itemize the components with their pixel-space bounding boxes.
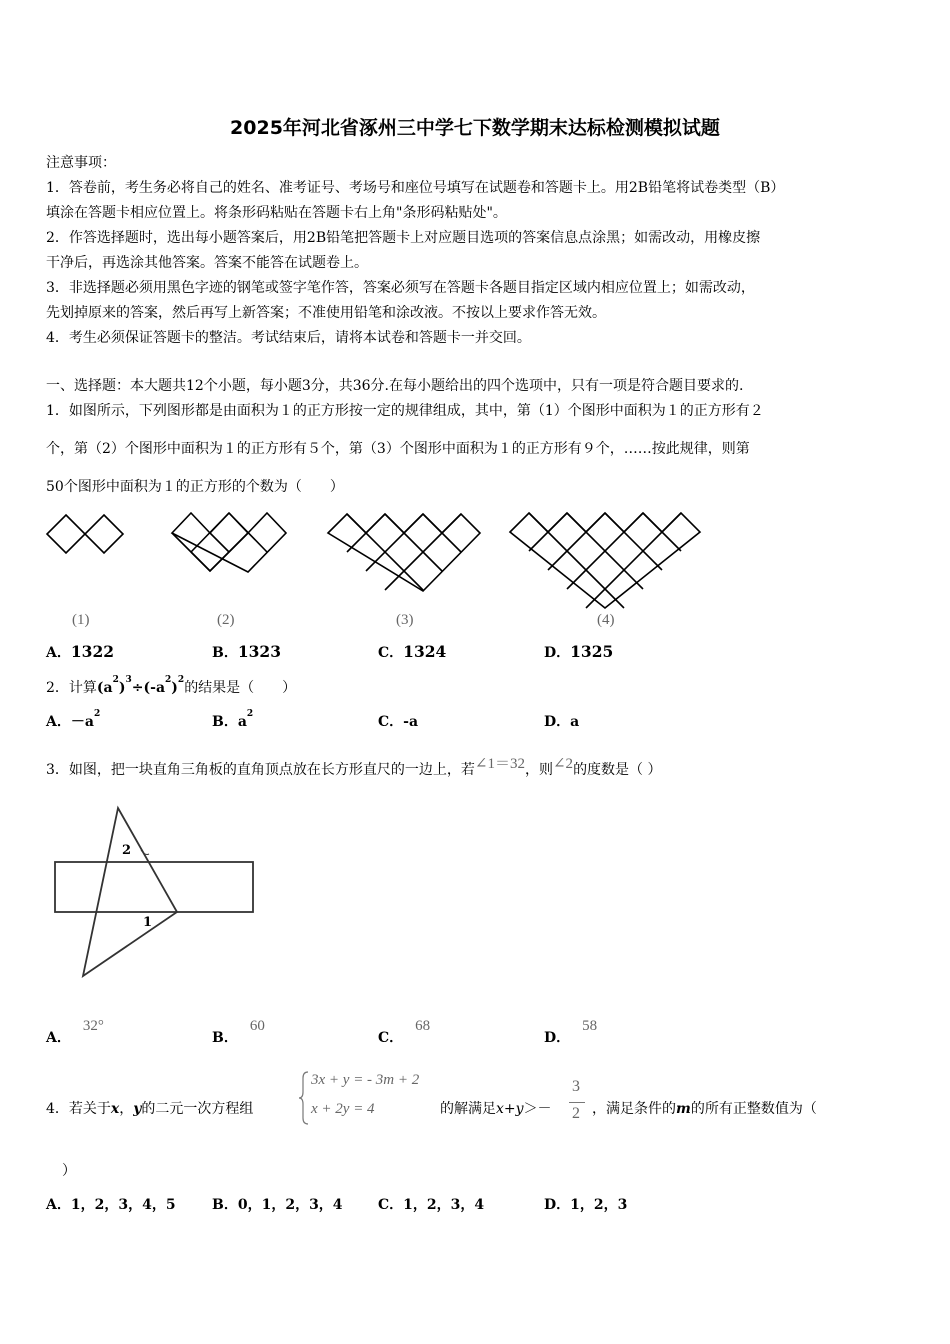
q2-text: 2．计算$(a^2)^3\div(-a^2)^2$的结果是（ ） <box>46 675 297 696</box>
notice-line: 填涂在答题卡相应位置上。将条形码粘贴在答题卡右上角"条形码粘贴处"。 <box>46 205 507 221</box>
angle-label: 2 <box>122 843 132 858</box>
q4-text-tail: ，满足条件的m的所有正整数值为（ <box>592 1101 817 1117</box>
q1-text: 1．如图所示，下列图形都是由面积为１的正方形按一定的规律组成，其中，第（1）个图形中面积为１的正方形有２ <box>46 403 764 419</box>
q1-option-d[interactable]: D．1325 <box>544 642 614 661</box>
notice-heading: 注意事项： <box>46 155 116 171</box>
q2-option-a[interactable]: A．$-a^2$ <box>46 709 101 730</box>
q4-system-brace <box>298 1070 310 1126</box>
figure-label: (3) <box>396 612 414 628</box>
q1-text: 50个图形中面积为１的正方形的个数为（ ） <box>46 479 344 495</box>
figure-label: (1) <box>72 612 90 628</box>
q1-option-a[interactable]: A．1322 <box>46 642 115 661</box>
section-heading: 一、选择题：本大题共12个小题，每小题3分，共36分.在每小题给出的四个选项中，只有一项是符合题目要求的. <box>46 378 744 394</box>
q4-option-d[interactable]: D．1，2，3 <box>544 1197 628 1213</box>
q1-option-c[interactable]: C．1324 <box>378 642 447 661</box>
q4-condition: 的解满足x+y＞－ <box>440 1101 552 1117</box>
q4-equation-1: 3x + y = - 3m + 2 <box>311 1072 420 1088</box>
q3-option-a[interactable]: A．32° <box>46 1018 104 1046</box>
notice-line: 干净后，再选涂其他答案。答案不能答在试题卷上。 <box>46 255 368 271</box>
q1-text: 个，第（2）个图形中面积为１的正方形有５个，第（3）个图形中面积为１的正方形有９个，……按此规律，则第 <box>46 441 750 457</box>
q3-option-c[interactable]: C．68 <box>378 1018 431 1046</box>
q4-equation-2: x + 2y = 4 <box>311 1101 375 1117</box>
notice-line: 4．考生必须保证答题卡的整洁。考试结束后，请将本试卷和答题卡一并交回。 <box>46 330 531 346</box>
page-title: 2025年河北省涿州三中学七下数学期末达标检测模拟试题 <box>230 117 720 139</box>
notice-line: 1．答卷前，考生务必将自己的姓名、准考证号、考场号和座位号填写在试题卷和答题卡上。用2B铅笔将试卷类型（B） <box>46 180 785 196</box>
q4-close-paren: ） <box>62 1163 76 1179</box>
q4-fraction-bar <box>569 1102 585 1103</box>
q3-text: 3．如图，把一块直角三角板的直角顶点放在长方形直尺的一边上，若∠1＝32，则∠2的度数是（ ） <box>46 756 662 778</box>
figure-label: (2) <box>217 612 235 628</box>
notice-line: 先划掉原来的答案，然后再写上新答案；不准使用铅笔和涂改液。不按以上要求作答无效。 <box>46 305 606 321</box>
q2-option-c[interactable]: C．-a <box>378 714 419 730</box>
q2-option-d[interactable]: D．a <box>544 714 580 730</box>
q4-option-c[interactable]: C．1，2，3，4 <box>378 1197 485 1213</box>
q4-fraction-denominator: 2 <box>572 1105 580 1122</box>
q2-option-b[interactable]: B．$a^2$ <box>212 709 254 730</box>
angle-label: 1 <box>143 915 153 930</box>
q1-figures <box>40 505 720 615</box>
q1-option-b[interactable]: B．1323 <box>212 642 281 661</box>
q3-figure <box>45 800 275 985</box>
notice-line: 3．非选择题必须用黑色字迹的钢笔或签字笔作答，答案必须写在答题卡各题目指定区域内相应位置上；如需改动， <box>46 280 755 296</box>
notice-line: 2．作答选择题时，选出每小题答案后，用2B铅笔把答题卡上对应题目选项的答案信息点涂黑；如需改动，用橡皮擦 <box>46 230 761 246</box>
figure-label: (4) <box>597 612 615 628</box>
q4-option-b[interactable]: B．0，1，2，3，4 <box>212 1197 343 1213</box>
q4-fraction-numerator: 3 <box>572 1078 580 1095</box>
q3-option-d[interactable]: D．58 <box>544 1018 598 1046</box>
q4-option-a[interactable]: A．1，2，3，4，5 <box>46 1197 176 1213</box>
q3-option-b[interactable]: B．60 <box>212 1018 265 1046</box>
q4-text: 4．若关于x，y的二元一次方程组 <box>46 1101 254 1117</box>
